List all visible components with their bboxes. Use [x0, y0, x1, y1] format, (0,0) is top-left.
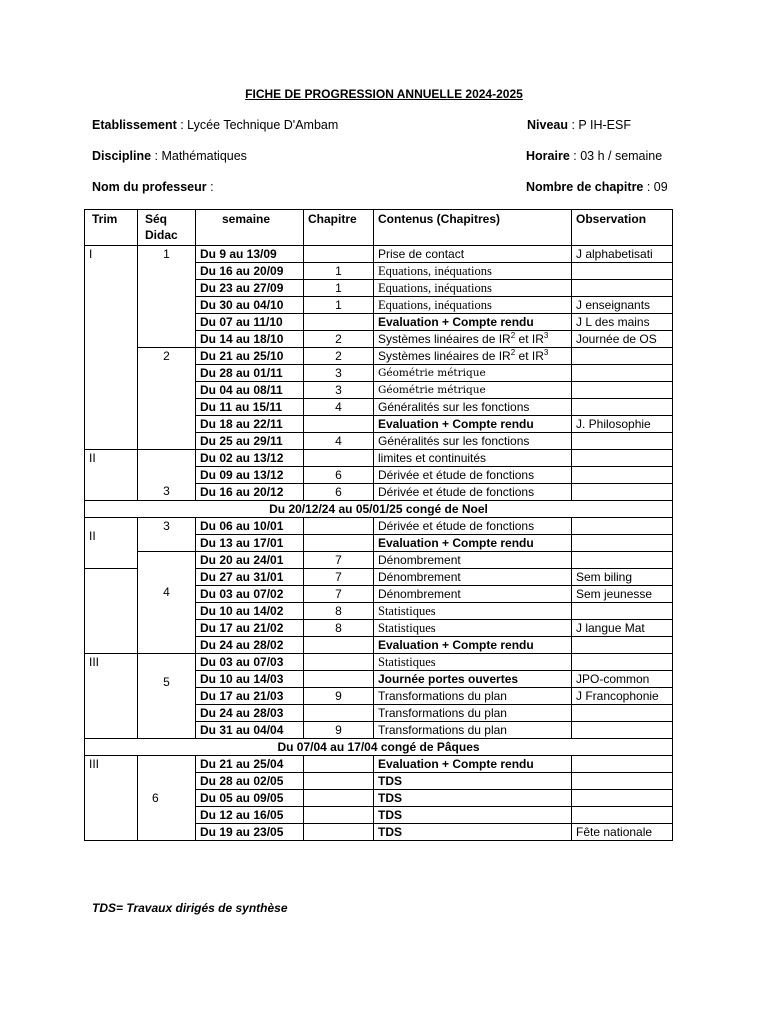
observation-cell	[572, 450, 673, 467]
superscript: 3	[543, 331, 549, 340]
week-cell: Du 16 au 20/12	[196, 484, 304, 501]
col-header-contenus: Contenus (Chapitres)	[374, 210, 572, 246]
chapter-cell: 2	[304, 331, 374, 348]
chapter-cell	[304, 416, 374, 433]
observation-cell	[572, 263, 673, 280]
content-cell: Evaluation + Compte rendu	[374, 756, 572, 773]
content-cell: Statistiques	[374, 654, 572, 671]
content-text: et IR	[515, 332, 544, 346]
observation-cell: J alphabetisati	[572, 246, 673, 263]
content-text: Systèmes linéaires de IR	[378, 332, 511, 346]
content-cell: Evaluation + Compte rendu	[374, 416, 572, 433]
observation-cell	[572, 433, 673, 450]
content-cell: Prise de contact	[374, 246, 572, 263]
trim-cell: I	[85, 246, 138, 450]
chapter-cell	[304, 450, 374, 467]
chapter-cell: 1	[304, 280, 374, 297]
trim-cell	[85, 569, 138, 654]
chapter-cell: 9	[304, 722, 374, 739]
professeur-label: Nom du professeur	[92, 180, 207, 194]
week-cell: Du 10 au 14/02	[196, 603, 304, 620]
week-cell: Du 23 au 27/09	[196, 280, 304, 297]
horaire-label: Horaire	[526, 149, 570, 163]
professeur-value: :	[206, 180, 214, 194]
content-cell: Equations, inéquations	[374, 297, 572, 314]
holiday-cell: Du 20/12/24 au 05/01/25 congé de Noel	[85, 501, 673, 518]
chapter-cell	[304, 246, 374, 263]
horaire-value: : 03 h / semaine	[569, 149, 663, 163]
chapter-cell	[304, 705, 374, 722]
content-cell: limites et continuités	[374, 450, 572, 467]
content-cell	[374, 331, 572, 348]
discipline-value: : Mathématiques	[151, 149, 247, 163]
trim-cell: II	[85, 450, 138, 501]
chapter-cell	[304, 654, 374, 671]
week-cell: Du 13 au 17/01	[196, 535, 304, 552]
observation-cell	[572, 773, 673, 790]
week-cell: Du 21 au 25/04	[196, 756, 304, 773]
seq-cell: 5	[138, 654, 196, 739]
content-cell: TDS	[374, 773, 572, 790]
chapter-cell: 6	[304, 484, 374, 501]
chapter-cell: 8	[304, 603, 374, 620]
week-cell: Du 16 au 20/09	[196, 263, 304, 280]
week-cell: Du 06 au 10/01	[196, 518, 304, 535]
week-cell: Du 9 au 13/09	[196, 246, 304, 263]
table-row	[85, 518, 673, 535]
seq-cell: 4	[138, 552, 196, 654]
chapitres-label: Nombre de chapitre	[526, 180, 644, 194]
observation-cell	[572, 535, 673, 552]
observation-cell	[572, 722, 673, 739]
holiday-row	[85, 739, 673, 756]
chapter-cell	[304, 756, 374, 773]
week-cell: Du 04 au 08/11	[196, 382, 304, 399]
chapter-cell	[304, 314, 374, 331]
week-cell: Du 24 au 28/03	[196, 705, 304, 722]
content-cell: Dérivée et étude de fonctions	[374, 484, 572, 501]
etablissement-value: : Lycée Technique D'Ambam	[176, 118, 339, 132]
content-cell: Transformations du plan	[374, 705, 572, 722]
observation-cell	[572, 603, 673, 620]
chapter-cell: 1	[304, 263, 374, 280]
niveau-value: : P IH-ESF	[568, 118, 631, 132]
content-cell: Evaluation + Compte rendu	[374, 314, 572, 331]
content-cell: Dérivée et étude de fonctions	[374, 467, 572, 484]
week-cell: Du 21 au 25/10	[196, 348, 304, 365]
document-title: FICHE DE PROGRESSION ANNUELLE 2024-2025	[245, 87, 523, 101]
chapter-cell	[304, 518, 374, 535]
observation-cell	[572, 807, 673, 824]
content-cell: Généralités sur les fonctions	[374, 433, 572, 450]
discipline-field	[92, 149, 247, 163]
professeur-field	[92, 180, 214, 194]
week-cell: Du 10 au 14/03	[196, 671, 304, 688]
content-cell: Dénombrement	[374, 552, 572, 569]
week-cell: Du 07 au 11/10	[196, 314, 304, 331]
content-cell: Dérivée et étude de fonctions	[374, 518, 572, 535]
superscript: 2	[510, 331, 516, 340]
table-row	[85, 756, 673, 773]
etablissement-label: Etablissement	[92, 118, 177, 132]
table-row	[85, 348, 673, 365]
week-cell: Du 31 au 04/04	[196, 722, 304, 739]
week-cell: Du 28 au 01/11	[196, 365, 304, 382]
content-cell: Evaluation + Compte rendu	[374, 637, 572, 654]
chapter-cell	[304, 535, 374, 552]
observation-cell	[572, 552, 673, 569]
discipline-label: Discipline	[92, 149, 152, 163]
trim-cell: III	[85, 654, 138, 739]
col-header-semaine: semaine	[196, 210, 304, 246]
chapter-cell	[304, 807, 374, 824]
observation-cell: J. Philosophie	[572, 416, 673, 433]
table-row	[85, 450, 673, 467]
content-cell: Transformations du plan	[374, 722, 572, 739]
chapter-cell: 4	[304, 433, 374, 450]
observation-cell	[572, 280, 673, 297]
chapter-cell: 2	[304, 348, 374, 365]
content-cell: Statistiques	[374, 603, 572, 620]
seq-cell: 1	[138, 246, 196, 348]
observation-cell	[572, 756, 673, 773]
week-cell: Du 19 au 23/05	[196, 824, 304, 841]
chapter-cell	[304, 824, 374, 841]
observation-cell	[572, 518, 673, 535]
week-cell: Du 02 au 13/12	[196, 450, 304, 467]
niveau-field	[527, 118, 631, 132]
chapter-cell: 6	[304, 467, 374, 484]
chapter-cell: 1	[304, 297, 374, 314]
content-cell: TDS	[374, 824, 572, 841]
table-header-row	[85, 210, 673, 246]
footer-note: TDS= Travaux dirigés de synthèse	[92, 901, 288, 915]
observation-cell	[572, 348, 673, 365]
superscript: 2	[510, 348, 516, 357]
seq-cell: 6	[138, 756, 196, 841]
chapter-cell: 3	[304, 382, 374, 399]
week-cell: Du 28 au 02/05	[196, 773, 304, 790]
content-cell: Dénombrement	[374, 569, 572, 586]
week-cell: Du 25 au 29/11	[196, 433, 304, 450]
content-cell: Géométrie métrique	[374, 382, 572, 399]
content-cell: Equations, inéquations	[374, 280, 572, 297]
horaire-field	[526, 149, 662, 163]
week-cell: Du 20 au 24/01	[196, 552, 304, 569]
week-cell: Du 27 au 31/01	[196, 569, 304, 586]
chapter-cell: 7	[304, 586, 374, 603]
observation-cell: J enseignants	[572, 297, 673, 314]
content-cell: TDS	[374, 790, 572, 807]
table-row	[85, 654, 673, 671]
week-cell: Du 03 au 07/03	[196, 654, 304, 671]
col-header-chapitre: Chapitre	[304, 210, 374, 246]
chapitres-value: : 09	[643, 180, 668, 194]
observation-cell: J langue Mat	[572, 620, 673, 637]
chapter-cell: 9	[304, 688, 374, 705]
content-text: et IR	[515, 349, 544, 363]
chapter-cell	[304, 790, 374, 807]
seq-cell: 3	[138, 450, 196, 501]
observation-cell	[572, 705, 673, 722]
content-cell	[374, 348, 572, 365]
observation-cell: Fête nationale	[572, 824, 673, 841]
niveau-label: Niveau	[527, 118, 568, 132]
chapter-cell: 7	[304, 552, 374, 569]
content-cell: Evaluation + Compte rendu	[374, 535, 572, 552]
observation-cell	[572, 365, 673, 382]
week-cell: Du 14 au 18/10	[196, 331, 304, 348]
week-cell: Du 24 au 28/02	[196, 637, 304, 654]
chapitres-field	[526, 180, 668, 194]
observation-cell: Journée de OS	[572, 331, 673, 348]
progression-table	[84, 209, 673, 841]
observation-cell: J L des mains	[572, 314, 673, 331]
content-cell: Statistiques	[374, 620, 572, 637]
trim-cell: II	[85, 518, 138, 569]
chapter-cell	[304, 637, 374, 654]
week-cell: Du 17 au 21/03	[196, 688, 304, 705]
week-cell: Du 11 au 15/11	[196, 399, 304, 416]
observation-cell: J Francophonie	[572, 688, 673, 705]
observation-cell: Sem biling	[572, 569, 673, 586]
content-cell: Equations, inéquations	[374, 263, 572, 280]
chapter-cell: 4	[304, 399, 374, 416]
content-cell: Transformations du plan	[374, 688, 572, 705]
holiday-row	[85, 501, 673, 518]
superscript: 3	[543, 348, 549, 357]
content-text: Systèmes linéaires de IR	[378, 349, 511, 363]
observation-cell	[572, 484, 673, 501]
content-cell: Généralités sur les fonctions	[374, 399, 572, 416]
etablissement-field	[92, 118, 338, 132]
holiday-cell: Du 07/04 au 17/04 congé de Pâques	[85, 739, 673, 756]
seq-cell: 3	[138, 518, 196, 552]
week-cell: Du 30 au 04/10	[196, 297, 304, 314]
week-cell: Du 09 au 13/12	[196, 467, 304, 484]
chapter-cell: 8	[304, 620, 374, 637]
chapter-cell: 7	[304, 569, 374, 586]
table-row	[85, 552, 673, 569]
chapter-cell	[304, 773, 374, 790]
chapter-cell: 3	[304, 365, 374, 382]
week-cell: Du 12 au 16/05	[196, 807, 304, 824]
content-cell: Géométrie métrique	[374, 365, 572, 382]
chapter-cell	[304, 671, 374, 688]
table-row	[85, 246, 673, 263]
week-cell: Du 05 au 09/05	[196, 790, 304, 807]
col-header-trim: Trim	[85, 210, 138, 246]
observation-cell	[572, 654, 673, 671]
observation-cell	[572, 399, 673, 416]
observation-cell	[572, 790, 673, 807]
seq-cell: 2	[138, 348, 196, 450]
col-header-observation: Observation	[572, 210, 673, 246]
observation-cell: Sem jeunesse	[572, 586, 673, 603]
week-cell: Du 03 au 07/02	[196, 586, 304, 603]
week-cell: Du 17 au 21/02	[196, 620, 304, 637]
content-cell: Journée portes ouvertes	[374, 671, 572, 688]
observation-cell	[572, 382, 673, 399]
col-header-seq: Séq Didac	[138, 210, 196, 246]
content-cell: Dénombrement	[374, 586, 572, 603]
observation-cell	[572, 637, 673, 654]
observation-cell: JPO-common	[572, 671, 673, 688]
content-cell: TDS	[374, 807, 572, 824]
trim-cell: III	[85, 756, 138, 841]
week-cell: Du 18 au 22/11	[196, 416, 304, 433]
observation-cell	[572, 467, 673, 484]
